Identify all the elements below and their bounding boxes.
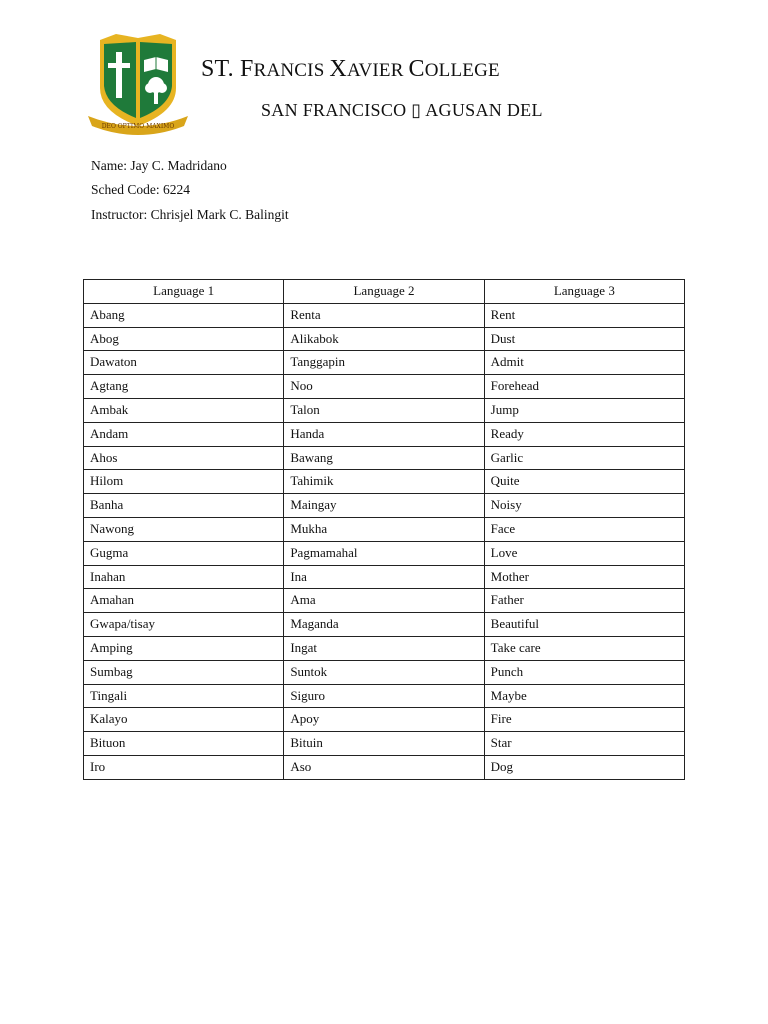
table-row — [84, 684, 685, 708]
table-row — [84, 755, 685, 779]
table-cell-language-1: Amping — [84, 636, 284, 660]
table-cell-language-3: Maybe — [484, 684, 684, 708]
table-row — [84, 422, 685, 446]
table-cell-language-1: Hilom — [84, 470, 284, 494]
table-cell-language-3: Mother — [484, 565, 684, 589]
table-row — [84, 446, 685, 470]
table-cell-language-1: Dawaton — [84, 351, 284, 375]
table-cell-language-2: Ina — [284, 565, 484, 589]
table-cell-language-3: Noisy — [484, 494, 684, 518]
table-cell-language-2: Pagmamahal — [284, 541, 484, 565]
college-location: SAN FRANCISCO ▯ AGUSAN DEL — [261, 100, 543, 120]
table-row — [84, 351, 685, 375]
table-cell-language-3: Dog — [484, 755, 684, 779]
table-row — [84, 470, 685, 494]
table-cell-language-1: Kalayo — [84, 708, 284, 732]
table-cell-language-2: Ama — [284, 589, 484, 613]
table-cell-language-3: Fire — [484, 708, 684, 732]
table-row — [84, 660, 685, 684]
table-row — [84, 541, 685, 565]
table-cell-language-2: Apoy — [284, 708, 484, 732]
table-cell-language-1: Sumbag — [84, 660, 284, 684]
table-cell-language-2: Bawang — [284, 446, 484, 470]
table-cell-language-2: Alikabok — [284, 327, 484, 351]
table-cell-language-3: Punch — [484, 660, 684, 684]
table-row — [84, 398, 685, 422]
table-cell-language-1: Iro — [84, 755, 284, 779]
table-cell-language-2: Tahimik — [284, 470, 484, 494]
sched-code: Sched Code: 6224 — [91, 182, 190, 197]
table-cell-language-3: Star — [484, 732, 684, 756]
table-cell-language-3: Face — [484, 517, 684, 541]
table-cell-language-1: Inahan — [84, 565, 284, 589]
table-cell-language-1: Agtang — [84, 375, 284, 399]
table-cell-language-3: Ready — [484, 422, 684, 446]
table-row — [84, 565, 685, 589]
table-cell-language-2: Siguro — [284, 684, 484, 708]
table-cell-language-1: Bituon — [84, 732, 284, 756]
vocabulary-table — [83, 279, 685, 780]
header-language-3: Language 3 — [484, 280, 684, 304]
table-header-row — [84, 280, 685, 304]
table-cell-language-1: Gwapa/tisay — [84, 613, 284, 637]
table-cell-language-3: Father — [484, 589, 684, 613]
header-language-2: Language 2 — [284, 280, 484, 304]
college-seal-logo — [86, 30, 190, 136]
table-cell-language-1: Banha — [84, 494, 284, 518]
table-cell-language-3: Take care — [484, 636, 684, 660]
table-cell-language-3: Love — [484, 541, 684, 565]
table-cell-language-1: Amahan — [84, 589, 284, 613]
table-cell-language-2: Maganda — [284, 613, 484, 637]
table-cell-language-2: Noo — [284, 375, 484, 399]
table-cell-language-2: Ingat — [284, 636, 484, 660]
table-row — [84, 589, 685, 613]
table-cell-language-2: Bituin — [284, 732, 484, 756]
table-row — [84, 732, 685, 756]
student-name: Name: Jay C. Madridano — [91, 158, 227, 173]
logo-motto: DEO OPTIMO MAXIMO — [101, 123, 175, 130]
table-cell-language-2: Maingay — [284, 494, 484, 518]
college-name: ST. FRANCIS XAVIER COLLEGE — [201, 56, 500, 82]
table-cell-language-1: Gugma — [84, 541, 284, 565]
table-cell-language-3: Admit — [484, 351, 684, 375]
table-row — [84, 303, 685, 327]
table-row — [84, 613, 685, 637]
table-cell-language-3: Jump — [484, 398, 684, 422]
table-cell-language-2: Handa — [284, 422, 484, 446]
table-row — [84, 517, 685, 541]
table-row — [84, 708, 685, 732]
table-row — [84, 636, 685, 660]
table-cell-language-1: Nawong — [84, 517, 284, 541]
table-cell-language-3: Quite — [484, 470, 684, 494]
table-cell-language-3: Garlic — [484, 446, 684, 470]
table-cell-language-2: Mukha — [284, 517, 484, 541]
table-cell-language-2: Renta — [284, 303, 484, 327]
instructor-name: Instructor: Chrisjel Mark C. Balingit — [91, 207, 289, 222]
table-row — [84, 375, 685, 399]
table-cell-language-3: Dust — [484, 327, 684, 351]
table-row — [84, 327, 685, 351]
table-cell-language-3: Forehead — [484, 375, 684, 399]
table-cell-language-1: Ambak — [84, 398, 284, 422]
table-cell-language-1: Ahos — [84, 446, 284, 470]
table-cell-language-1: Andam — [84, 422, 284, 446]
table-row — [84, 494, 685, 518]
table-cell-language-1: Abog — [84, 327, 284, 351]
table-cell-language-2: Suntok — [284, 660, 484, 684]
table-cell-language-2: Talon — [284, 398, 484, 422]
table-cell-language-3: Beautiful — [484, 613, 684, 637]
table-cell-language-1: Abang — [84, 303, 284, 327]
table-cell-language-1: Tingali — [84, 684, 284, 708]
table-body — [84, 303, 685, 779]
header-language-1: Language 1 — [84, 280, 284, 304]
table-cell-language-2: Tanggapin — [284, 351, 484, 375]
table-cell-language-3: Rent — [484, 303, 684, 327]
table-cell-language-2: Aso — [284, 755, 484, 779]
